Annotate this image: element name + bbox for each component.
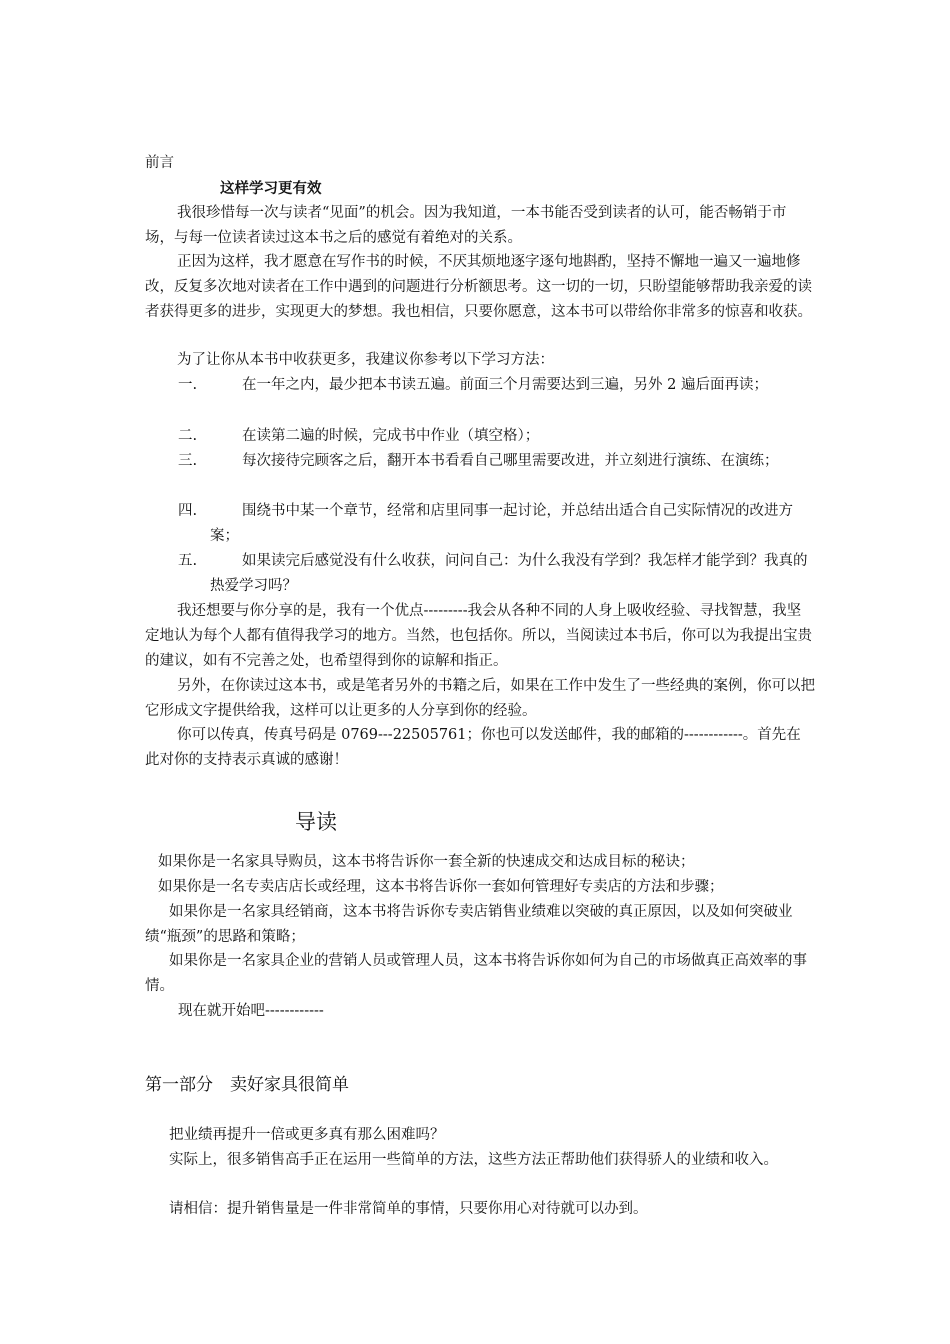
guide-line-1: 如果你是一名家具导购员，这本书将告诉你一套全新的快速成交和达成目标的秘诀； <box>158 854 695 870</box>
list-item-text: 每次接待完顾客之后，翻开本书看看自己哪里需要改进，并立刻进行演练、在演练； <box>242 453 779 469</box>
guide-line-4: 如果你是一名家具企业的营销人员或管理人员，这本书将告诉你如何为自己的市场做真正高效率的事情。 <box>145 953 807 994</box>
list-item-text: 如果读完后感觉没有什么收获，问问自己：为什么我没有学到？我怎样才能学到？我真的热爱学习吗？ <box>210 553 808 594</box>
preface-paragraph-2: 正因为这样，我才愿意在写作书的时候，不厌其烦地逐字逐句地斟酌，坚持不懈地一遍又一遍地修改，反复多次地对读者在工作中遇到的问题进行分析额思考。这一切的一切，只盼望能够帮助我亲爱的读者获得更多的进步，实现更大的梦想。我也相信，只要你愿意，这本书可以带给你非常多的惊喜和收获。 <box>145 254 812 320</box>
list-item-text: 在一年之内，最少把本书读五遍。前面三个月需要达到三遍，另外 2 遍后面再读； <box>242 377 768 393</box>
list-item-number: 一. <box>178 377 198 393</box>
preface-paragraph-3: 为了让你从本书中收获更多，我建议你参考以下学习方法： <box>177 352 554 368</box>
preface-paragraph-6: 你可以传真，传真号码是 0769---22505761；你也可以发送邮件，我的邮箱的------------。首先在此对你的支持表示真诚的感谢！ <box>145 727 801 768</box>
list-item-text: 围绕书中某一个章节，经常和店里同事一起讨论，并总结出适合自己实际情况的改进方案； <box>210 503 793 544</box>
preface-paragraph-1: 我很珍惜每一次与读者“见面”的机会。因为我知道，一本书能否受到读者的认可，能否畅销于市场，与每一位读者读过这本书之后的感觉有着绝对的关系。 <box>145 205 787 246</box>
list-item <box>178 449 818 474</box>
preface-label: 前言 <box>145 155 174 171</box>
part-one-title: 第一部分 卖好家具很简单 <box>145 1075 349 1095</box>
list-item-number: 四. <box>178 503 198 519</box>
list-item-number: 三. <box>178 453 198 469</box>
guide-line-2: 如果你是一名专卖店店长或经理，这本书将告诉你一套如何管理好专卖店的方法和步骤； <box>158 879 724 895</box>
list-item <box>178 499 818 549</box>
list-item <box>178 424 818 449</box>
preface-title: 这样学习更有效 <box>220 180 322 197</box>
list-item-text: 在读第二遍的时候，完成书中作业（填空格）； <box>242 428 540 444</box>
part-one-line-2: 实际上，很多销售高手正在运用一些简单的方法，这些方法正帮助他们获得骄人的业绩和收入。 <box>169 1152 778 1168</box>
list-item <box>178 373 818 398</box>
list-item-number: 五. <box>178 553 198 569</box>
guide-title: 导读 <box>295 810 337 834</box>
preface-paragraph-5: 另外，在你读过这本书，或是笔者另外的书籍之后，如果在工作中发生了一些经典的案例，你可以把它形成文字提供给我，这样可以让更多的人分享到你的经验。 <box>145 678 815 719</box>
guide-line-5: 现在就开始吧------------ <box>178 1003 324 1019</box>
part-one-line-3: 请相信：提升销售量是一件非常简单的事情，只要你用心对待就可以办到。 <box>169 1201 648 1217</box>
guide-line-3: 如果你是一名家具经销商，这本书将告诉你专卖店销售业绩难以突破的真正原因，以及如何突破业绩“瓶颈”的思路和策略； <box>145 904 793 945</box>
preface-paragraph-4: 我还想要与你分享的是，我有一个优点---------我会从各种不同的人身上吸收经验、寻找智慧，我坚定地认为每个人都有值得我学习的地方。当然，也包括你。所以，当阅读过本书后，你可以为我提出宝贵的建议，如有不完善之处，也希望得到你的谅解和指正。 <box>145 603 812 669</box>
list-item-number: 二. <box>178 428 198 444</box>
part-one-line-1: 把业绩再提升一倍或更多真有那么困难吗？ <box>169 1127 445 1143</box>
list-item <box>178 549 818 599</box>
